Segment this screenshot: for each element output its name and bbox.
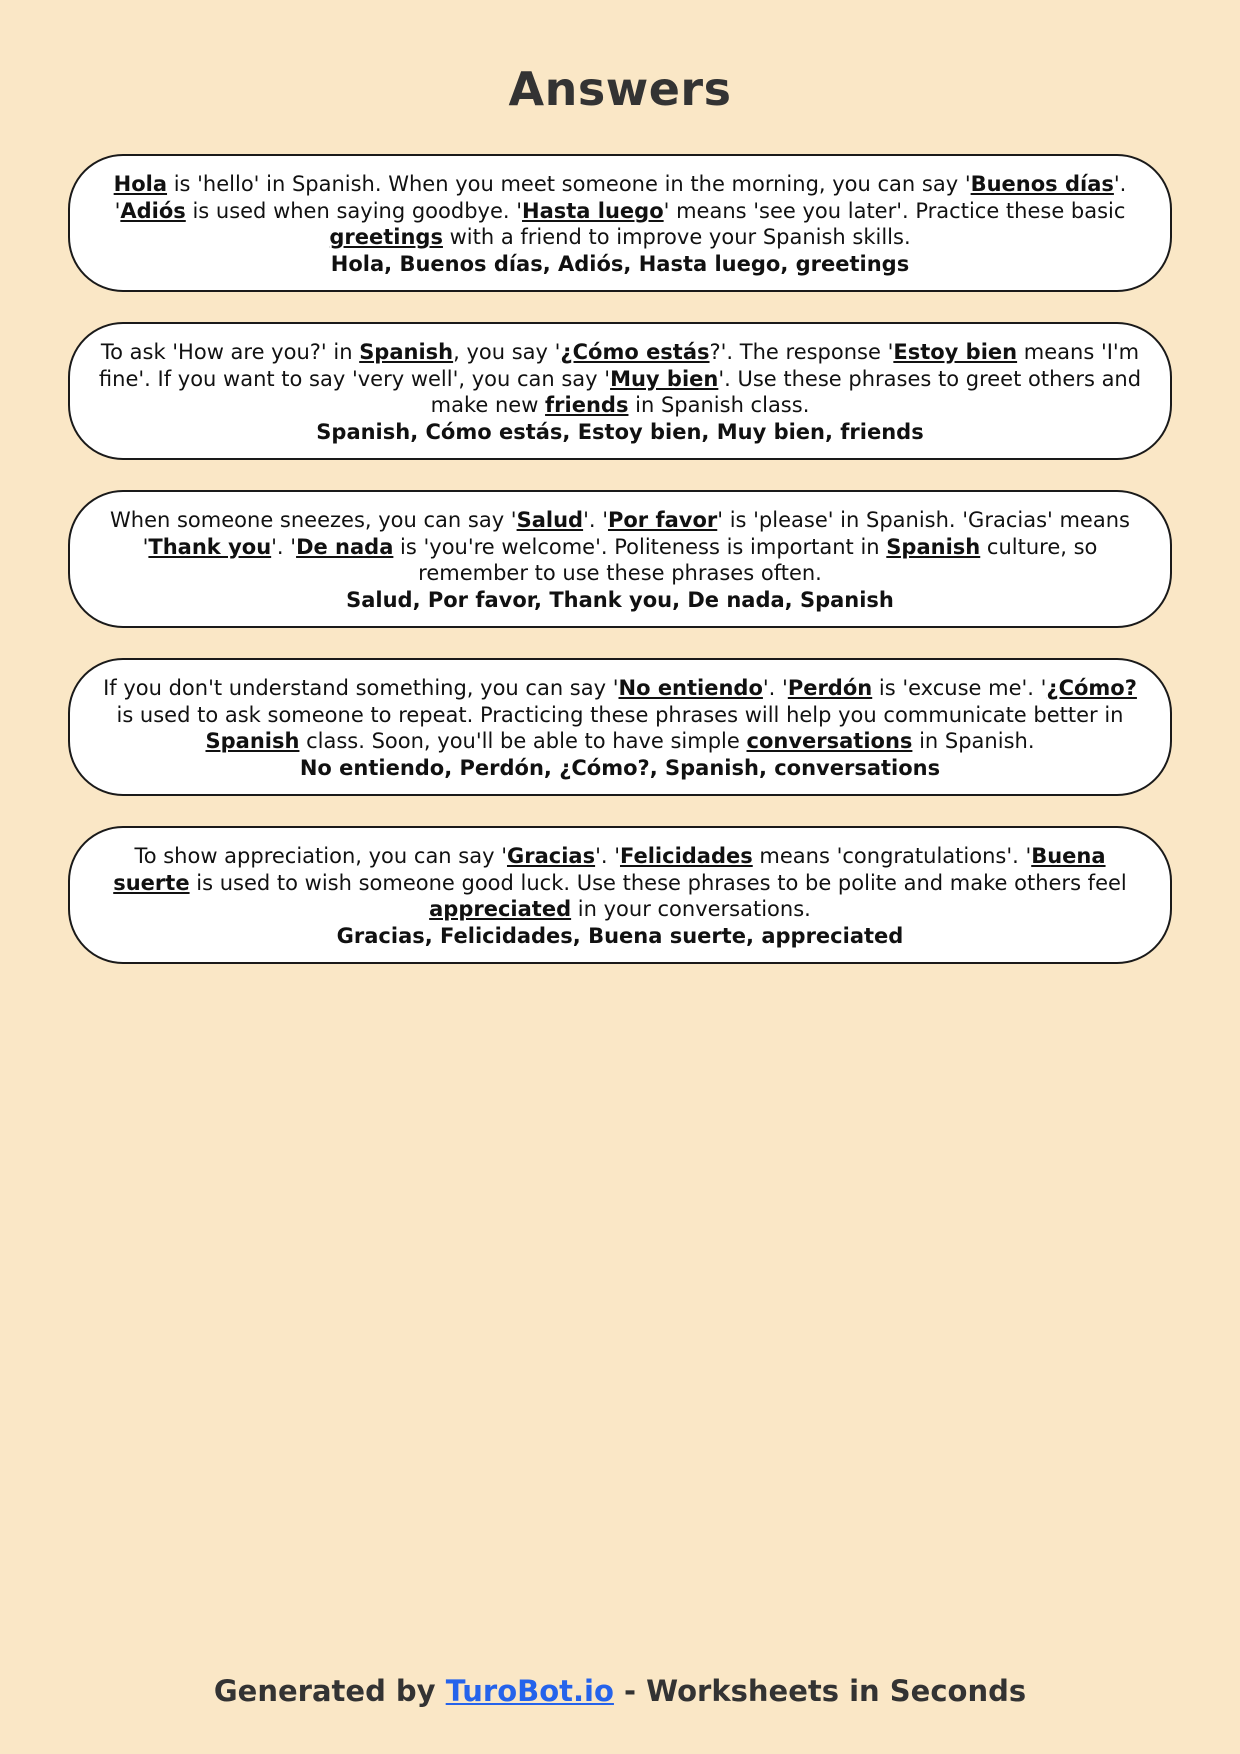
- answer-box-3: [68, 490, 1172, 628]
- keyword: Muy bien: [610, 366, 719, 391]
- keyword: Gracias: [506, 844, 596, 868]
- answer-line: Salud, Por favor, Thank you, De nada, Spanish: [346, 587, 894, 612]
- footer-text-prefix: Generated by: [213, 1674, 446, 1708]
- keyword: De nada: [296, 534, 394, 559]
- keyword: Hola: [113, 172, 168, 196]
- answer-line: Hola, Buenos días, Adiós, Hasta luego, greetings: [330, 251, 910, 276]
- keyword: greetings: [329, 225, 443, 249]
- keyword: No entiendo: [618, 676, 763, 700]
- box-paragraph: If you don't understand something, you can say 'No entiendo'. 'Perdón is 'excuse me'. '¿Cómo? is used to ask someone to repeat. Practicing these phrases will help you communicate better in Spanish class. Soon, you'll be able to have simple conversations in Spanish.: [103, 676, 1137, 753]
- keyword: Estoy bien: [893, 340, 1018, 364]
- answer-box-2: [68, 322, 1172, 460]
- box-paragraph: When someone sneezes, you can say 'Salud'. 'Por favor' is 'please' in Spanish. 'Gracias' means 'Thank you'. 'De nada is 'you're welcome'. Politeness is important in Spanish culture, so remember to use these phrases often.: [110, 508, 1130, 585]
- keyword: Hasta luego: [522, 198, 664, 223]
- keyword: appreciated: [429, 897, 572, 921]
- box-paragraph: Hola is 'hello' in Spanish. When you meet someone in the morning, you can say 'Buenos días'. 'Adiós is used when saying goodbye. 'Hasta luego' means 'see you later'. Practice these basic greetings with a friend to improve your Spanish skills.: [113, 172, 1127, 249]
- keyword: Spanish: [359, 340, 454, 364]
- answer-line: Gracias, Felicidades, Buena suerte, appreciated: [336, 923, 904, 948]
- keyword: Buena suerte: [113, 844, 1106, 895]
- keyword: Perdón: [787, 676, 873, 700]
- page-title: Answers: [508, 62, 732, 116]
- keyword: Buenos días: [970, 172, 1114, 196]
- answer-line: Spanish, Cómo estás, Estoy bien, Muy bien, friends: [316, 419, 924, 444]
- keyword: ¿Cómo?: [1046, 676, 1137, 700]
- keyword: Felicidades: [619, 844, 753, 868]
- keyword: Por favor: [607, 508, 718, 532]
- turobot-link[interactable]: TuroBot.io: [445, 1674, 614, 1708]
- keyword: conversations: [746, 729, 913, 753]
- keyword: Adiós: [120, 198, 186, 223]
- box-paragraph: To show appreciation, you can say 'Gracias'. 'Felicidades means 'congratulations'. 'Buena suerte is used to wish someone good luck. Use these phrases to be polite and make others feel appreciated in your conversations.: [113, 844, 1127, 921]
- box-paragraph: To ask 'How are you?' in Spanish, you say '¿Cómo estás?'. The response 'Estoy bien means 'I'm fine'. If you want to say 'very well', you can say 'Muy bien'. Use these phrases to greet others and make new friends in Spanish class.: [98, 340, 1142, 417]
- keyword: friends: [545, 393, 629, 417]
- footer: [0, 1674, 1240, 1708]
- answer-box-1: [68, 154, 1172, 292]
- keyword: Thank you: [148, 534, 272, 559]
- answer-boxes-container: [68, 154, 1172, 964]
- answer-box-4: [68, 658, 1172, 796]
- keyword: Spanish: [205, 729, 300, 753]
- keyword: ¿Cómo estás: [560, 340, 710, 364]
- answer-box-5: [68, 826, 1172, 964]
- keyword: Salud: [516, 508, 584, 532]
- keyword: Spanish: [886, 534, 981, 559]
- footer-text-suffix: - Worksheets in Seconds: [613, 1674, 1027, 1708]
- answer-line: No entiendo, Perdón, ¿Cómo?, Spanish, conversations: [299, 755, 941, 780]
